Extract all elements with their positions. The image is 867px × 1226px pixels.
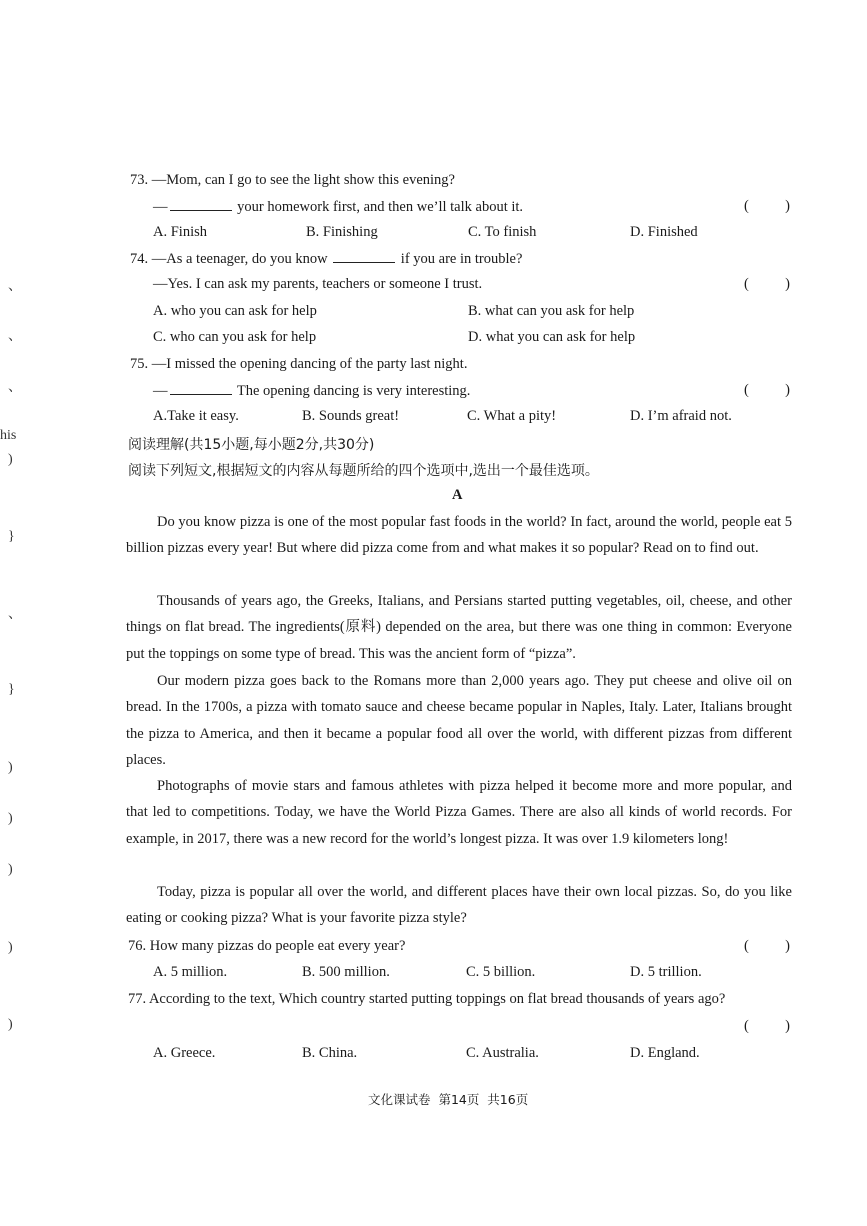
paren-close: ) bbox=[785, 276, 790, 292]
q77-option-d: D. England. bbox=[630, 1045, 700, 1061]
margin-mark: } bbox=[8, 529, 15, 544]
answer-parentheses bbox=[744, 382, 790, 399]
paren-close: ) bbox=[785, 198, 790, 214]
q74-option-a: A. who you can ask for help bbox=[153, 303, 317, 319]
margin-mark: ) bbox=[8, 1017, 13, 1032]
page-footer: 文化课试卷 第14页 共16页 bbox=[368, 1092, 529, 1107]
q75-option-c: C. What a pity! bbox=[467, 408, 557, 424]
paren-close: ) bbox=[785, 382, 790, 398]
q76-option-c: C. 5 billion. bbox=[466, 964, 536, 980]
q76-option-b: B. 500 million. bbox=[302, 964, 390, 980]
q73-option-c: C. To finish bbox=[468, 224, 537, 240]
q77-option-c: C. Australia. bbox=[466, 1045, 539, 1061]
paren-open: ( bbox=[744, 1018, 749, 1034]
q75-reply bbox=[153, 382, 470, 400]
paren-open: ( bbox=[744, 198, 749, 214]
paren-open: ( bbox=[744, 276, 749, 292]
q75-option-b: B. Sounds great! bbox=[302, 408, 400, 424]
answer-blank bbox=[170, 382, 232, 395]
answer-blank bbox=[170, 198, 232, 211]
q74-stem-suffix: if you are in trouble? bbox=[400, 251, 523, 267]
q73-reply bbox=[153, 198, 523, 216]
q73-option-d: D. Finished bbox=[630, 224, 698, 240]
paren-open: ( bbox=[744, 382, 749, 398]
answer-parentheses bbox=[744, 938, 790, 955]
q76-option-d: D. 5 trillion. bbox=[630, 964, 702, 980]
passage-label: A bbox=[452, 487, 463, 503]
q73-reply-text: your homework first, and then we’ll talk about it. bbox=[237, 199, 524, 215]
q74-reply: —Yes. I can ask my parents, teachers or someone I trust. bbox=[153, 276, 483, 292]
margin-mark: 、 bbox=[8, 279, 22, 294]
margin-mark: 、 bbox=[8, 329, 22, 344]
q75-reply-text: The opening dancing is very interesting. bbox=[236, 383, 471, 399]
q74-stem bbox=[130, 250, 522, 268]
q75-option-d: D. I’m afraid not. bbox=[630, 408, 732, 424]
passage-paragraph: Today, pizza is popular all over the world, and different places have their own local pizzas. So, do you like eating or cooking pizza? What is your favorite pizza style? bbox=[126, 884, 792, 927]
q73-option-a: A. Finish bbox=[153, 224, 207, 240]
dash: — bbox=[153, 383, 168, 399]
q75-option-a: A.Take it easy. bbox=[153, 408, 239, 424]
margin-mark: ) bbox=[8, 940, 13, 955]
margin-mark: his bbox=[0, 428, 17, 443]
q76-option-a: A. 5 million. bbox=[153, 964, 228, 980]
paren-close: ) bbox=[785, 938, 790, 954]
q77-option-b: B. China. bbox=[302, 1045, 358, 1061]
dash: — bbox=[153, 199, 168, 215]
q76-stem: 76. How many pizzas do people eat every year? bbox=[128, 938, 406, 954]
margin-mark: } bbox=[8, 682, 15, 697]
q75-stem: 75. —I missed the opening dancing of the party last night. bbox=[130, 356, 468, 372]
passage-paragraph: Thousands of years ago, the Greeks, Italians, and Persians started putting vegetables, oil, cheese, and other things on flat bread. The ingredients(原料) depended on the area, but there was one thing in common: Everyone put the toppings on some type of bread. This was the ancient form of “pizza”. bbox=[126, 593, 792, 662]
answer-parentheses bbox=[744, 198, 790, 215]
passage-paragraph: Do you know pizza is one of the most popular fast foods in the world? In fact, around the world, people eat 5 billion pizzas every year! But where did pizza come from and what makes it so popular? Read on to find out. bbox=[126, 514, 792, 557]
q77-stem: 77. According to the text, Which country started putting toppings on flat bread thousands of years ago? bbox=[128, 991, 726, 1007]
q74-option-d: D. what you can ask for help bbox=[468, 329, 636, 345]
margin-mark: ) bbox=[8, 452, 13, 467]
q77-option-a: A. Greece. bbox=[153, 1045, 216, 1061]
answer-blank bbox=[333, 250, 395, 263]
passage-paragraph: Our modern pizza goes back to the Romans more than 2,000 years ago. They put cheese and olive oil on bread. In the 1700s, a pizza with tomato sauce and cheese became popular in Naples, Italy. Later, Italians brought the pizza to America, and then it became a popular food all over the world, with different pizzas from different places. bbox=[126, 673, 792, 769]
margin-mark: 、 bbox=[8, 380, 22, 395]
margin-mark: 、 bbox=[8, 607, 22, 622]
margin-mark: ) bbox=[8, 862, 13, 877]
q74-option-c: C. who can you ask for help bbox=[153, 329, 317, 345]
margin-mark: ) bbox=[8, 811, 13, 826]
section-instruction: 阅读下列短文,根据短文的内容从每题所给的四个选项中,选出一个最佳选项。 bbox=[128, 463, 599, 479]
q73-stem: 73. —Mom, can I go to see the light show this evening? bbox=[130, 172, 455, 188]
answer-parentheses bbox=[744, 1018, 790, 1035]
answer-parentheses bbox=[744, 276, 790, 293]
q74-stem-prefix: 74. —As a teenager, do you know bbox=[130, 251, 328, 267]
paren-open: ( bbox=[744, 938, 749, 954]
passage-paragraph: Photographs of movie stars and famous athletes with pizza helped it become more and more popular, and that led to competitions. Today, we have the World Pizza Games. There are also all kinds of world records. For example, in 2017, there was a new record for the world’s longest pizza. It was over 1.9 kilometers long! bbox=[126, 778, 792, 847]
paren-close: ) bbox=[785, 1018, 790, 1034]
q74-option-b: B. what can you ask for help bbox=[468, 303, 635, 319]
q73-option-b: B. Finishing bbox=[306, 224, 378, 240]
section-title: 阅读理解(共15小题,每小题2分,共30分) bbox=[128, 437, 375, 453]
margin-mark: ) bbox=[8, 760, 13, 775]
